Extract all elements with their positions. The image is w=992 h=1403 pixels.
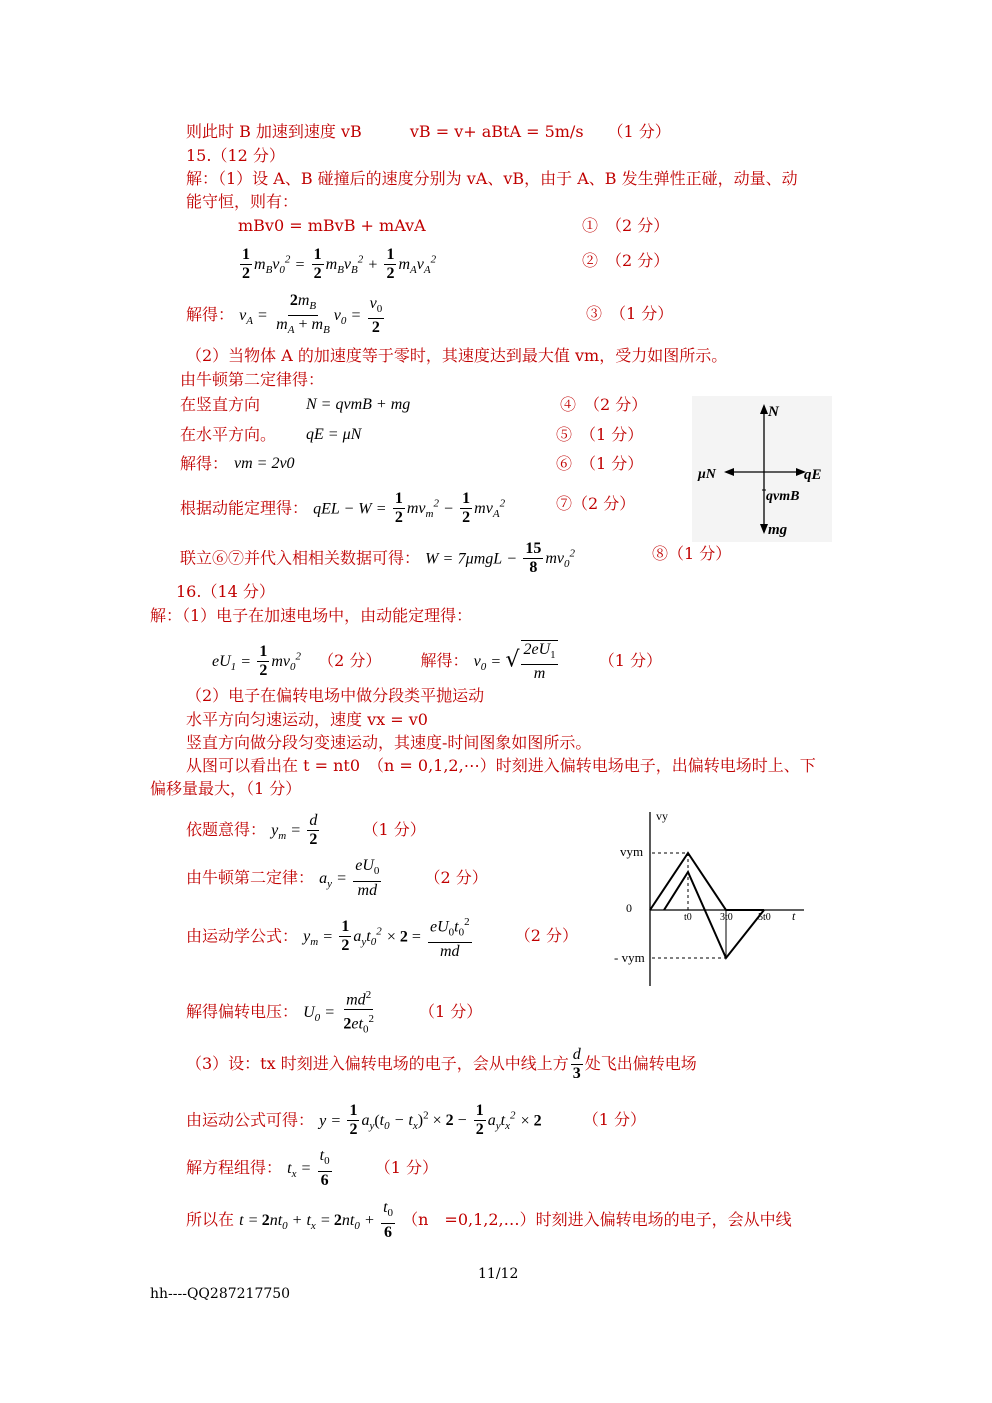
force-mg-label: mg: [768, 522, 788, 538]
t3-tick: 3t0: [720, 912, 733, 923]
p15-intro-1: 解：（1）设 A、B 碰撞后的速度分别为 vA、vB，由于 A、B 发生弹性正碰，动量、动: [186, 169, 798, 188]
page-number: 11/12: [478, 1266, 519, 1282]
p16-part2: （2）电子在偏转电场中做分段类平抛运动: [186, 686, 485, 705]
y-eq: 由运动公式可得： y = $\frac{1}{2}$ $a_y(t_0 - t_x)^2 \times 2$ − $\frac{1}{2}$ $a_yt_x^2 \times 2$ （1 分）: [186, 1102, 646, 1139]
eq-momentum: mBv0 = mBvB + mAvA: [238, 216, 426, 235]
solve-eq: vm = 2v0: [234, 455, 295, 472]
p16-eq1: $eU_1$ = $\frac{1}{2}$ $mv_0^2$ （2 分） 解得： $v_0$ = √ $\frac{2eU_1}{m}$ （1 分）: [212, 641, 662, 683]
p15-intro-2: 能守恒，则有：: [186, 192, 299, 211]
eq-va-mark: ③ （1 分）: [586, 304, 674, 323]
horizontal-label: 在水平方向。: [180, 425, 277, 444]
force-qe-label: qE: [804, 467, 822, 483]
solve-mark: ⑥ （1 分）: [556, 454, 644, 473]
combine-mark: ⑧（1 分）: [652, 544, 732, 563]
horizontal-eq: qE = μN: [306, 426, 362, 443]
last-line: 所以在 $t = 2nt_0 + t_x = 2nt_0$ + $\frac{t_0}{6}$ （n =0,1,2,…）时刻进入偏转电场的电子，会从中线: [186, 1199, 792, 1241]
vertical-label: 在竖直方向: [180, 395, 261, 414]
ym-eq: 依题意得： $y_m$ = $\frac{d}{2}$ （1 分）: [186, 812, 426, 848]
kinematic-eq: 由运动学公式： $y_m$ = $\frac{1}{2}$ $a_yt_0^2 \times 2$ = $\frac{eU_0t_0^2}{md}$ （2 分）: [186, 910, 578, 965]
u0-eq: 解得偏转电压： $U_0$ = $\frac{md^2}{2et_0^2}$ （1 分）: [186, 986, 482, 1042]
energy-mark: ⑦（2 分）: [556, 494, 636, 513]
combine-line: 联立⑥⑦并代入相相关数据可得： W = 7μmgL − $\frac{15}{8}$ $mv_0^2$: [180, 540, 576, 577]
eq-energy: $\frac{1}{2}$ $m_Bv_0^2$ = $\frac{1}{2}$ $m_Bv_B^2$ + $\frac{1}{2}$ $m_Av_A^2$: [242, 246, 437, 283]
vym-label: vym: [620, 844, 644, 859]
t-axis-label: t: [792, 909, 796, 923]
ay-eq: 由牛顿第二定律： $a_y$ = $\frac{eU_0}{md}$ （2 分）: [186, 857, 488, 899]
problem-15-header: 15.（12 分）: [186, 146, 285, 165]
tx-eq: 解方程组得： $t_x$ = $\frac{t_0}{6}$ （1 分）: [186, 1147, 438, 1189]
intro-line: 则此时 B 加速到速度 vB vB = v+ aBtA = 5m/s （1 分）: [186, 122, 671, 141]
horizontal-mark: ⑤ （1 分）: [556, 425, 644, 444]
p16-part2b: 竖直方向做分段匀变速运动，其速度-时间图象如图所示。: [186, 733, 592, 752]
p16-part2c-2: 偏移量最大，（1 分）: [150, 779, 302, 798]
vertical-mark: ④ （2 分）: [560, 395, 648, 414]
energy-theorem: 根据动能定理得： qEL − W = $\frac{1}{2}$ $mv_m^2$ − $\frac{1}{2}$ $mv_A^2$: [180, 490, 506, 527]
newton-line: 由牛顿第二定律得：: [180, 370, 325, 389]
vertical-eq: N = qvmB + mg: [306, 396, 411, 413]
p16-part2c-1: 从图可以看出在 t = nt0 （n = 0,1,2,⋯）时刻进入偏转电场电子，出偏转电场时上、下: [186, 756, 816, 775]
footer-credit: hh----QQ287217750: [150, 1286, 291, 1302]
zero-label: 0: [626, 901, 632, 915]
p16-part1: 解：（1）电子在加速电场中，由动能定理得：: [150, 606, 473, 625]
p15-part2: （2）当物体 A 的加速度等于零时，其速度达到最大值 vm，受力如图所示。: [186, 346, 728, 365]
p16-part2a: 水平方向匀速运动，速度 vx = v0: [186, 710, 428, 729]
problem-16-header: 16.（14 分）: [176, 582, 275, 601]
p16-part3: （3）设：tx 时刻进入偏转电场的电子，会从中线上方 $\frac{d}{3}$ 处飞出偏转电场: [186, 1046, 697, 1082]
t5-tick: 5t0: [758, 912, 771, 923]
force-n-label: N: [768, 404, 779, 420]
t0-tick: t0: [684, 912, 692, 923]
force-qvb-label: qvmB: [766, 489, 800, 504]
eq-momentum-mark: ① （2 分）: [582, 216, 670, 235]
force-diagram: [692, 396, 832, 542]
eq-va: 解得： $v_A$ = $\frac{2m_B}{m_A + m_B}$ $v_0$ = $\frac{v_0}{2}$: [186, 292, 383, 337]
neg-vym-label: - vym: [614, 950, 645, 965]
solve-label: 解得：: [180, 454, 229, 473]
vt-graph: [612, 806, 812, 990]
eq-energy-mark: ② （2 分）: [582, 251, 670, 270]
vy-axis-label: vy: [656, 809, 668, 823]
force-mun-label: μN: [698, 467, 716, 482]
